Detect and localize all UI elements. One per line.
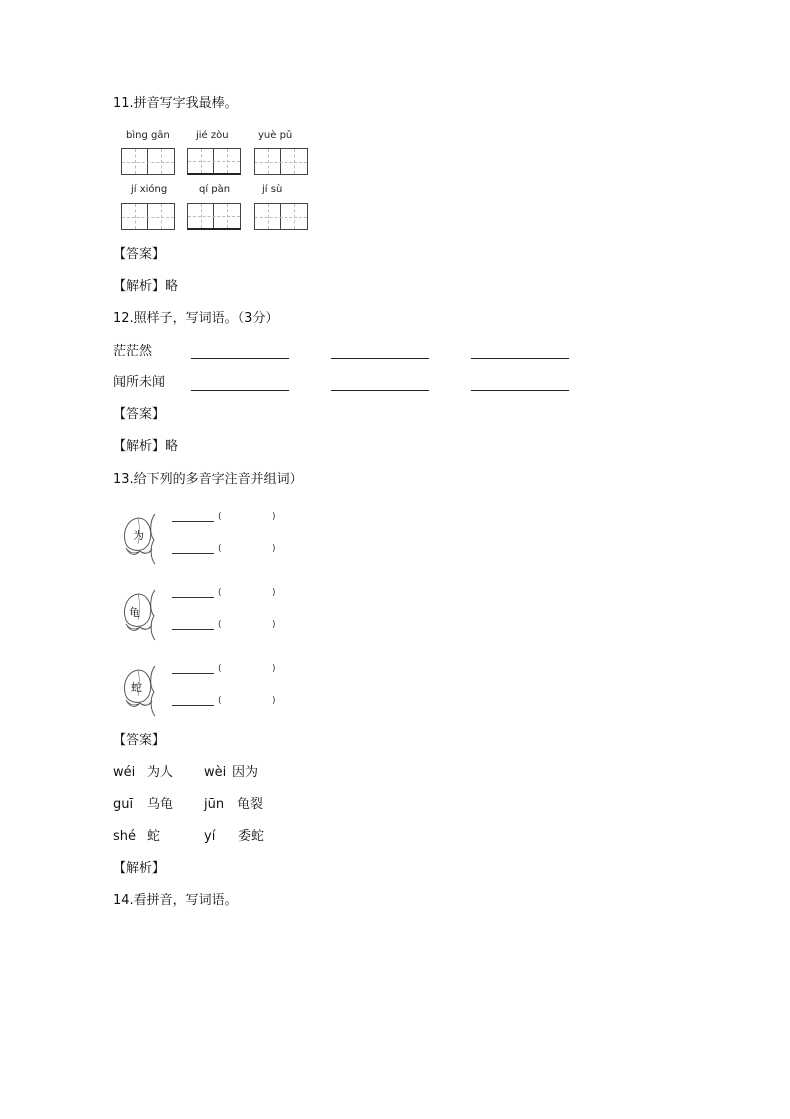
polyphone-char: 龟 [129, 606, 140, 619]
peach-icon [118, 662, 166, 718]
answer-pinyin: wèi [204, 765, 227, 780]
writing-box[interactable] [254, 148, 308, 175]
answer-label: 【答案】 [113, 733, 166, 748]
writing-box[interactable] [121, 203, 175, 230]
answer-pinyin: wéi [113, 765, 136, 780]
pinyin-label: qí pàn [199, 184, 231, 195]
paren-open: ( [218, 588, 222, 598]
answer-line[interactable] [172, 629, 214, 630]
pinyin-label: yuè pǔ [258, 130, 293, 141]
polyphone-char: 蛇 [131, 681, 142, 694]
analysis-label: 【解析】 [113, 861, 166, 876]
answer-line[interactable] [172, 521, 214, 522]
example-word: 茫茫然 [113, 344, 153, 359]
paren-open: ( [218, 512, 222, 522]
q11-title: 11.拼音写字我最棒。 [113, 96, 238, 111]
writing-box[interactable] [187, 148, 241, 175]
q13-title: 13.给下列的多音字注音并组词） [113, 472, 303, 487]
answer-word: 龟裂 [237, 797, 264, 812]
paren-close: ) [272, 696, 276, 706]
answer-line[interactable] [172, 705, 214, 706]
q14-title: 14.看拼音，写词语。 [113, 893, 238, 908]
analysis-label: 【解析】略 [113, 279, 179, 294]
paren-close: ) [272, 664, 276, 674]
answer-label: 【答案】 [113, 407, 166, 422]
answer-word: 因为 [232, 765, 259, 780]
answer-line[interactable] [172, 673, 214, 674]
polyphone-char: 为 [133, 529, 144, 542]
answer-line[interactable] [471, 358, 569, 359]
answer-word: 乌龟 [147, 797, 174, 812]
writing-box[interactable] [121, 148, 175, 175]
answer-line[interactable] [331, 390, 429, 391]
writing-box[interactable] [187, 203, 241, 230]
analysis-label: 【解析】略 [113, 439, 179, 454]
pinyin-label: jí xióng [131, 184, 168, 195]
answer-line[interactable] [331, 358, 429, 359]
paren-close: ) [272, 512, 276, 522]
paren-close: ) [272, 544, 276, 554]
answer-pinyin: shé [113, 829, 137, 844]
example-word: 闻所未闻 [113, 375, 166, 390]
answer-word: 蛇 [147, 829, 161, 844]
answer-line[interactable] [191, 390, 289, 391]
pinyin-label: jié zòu [196, 130, 229, 141]
answer-word: 为人 [147, 765, 174, 780]
answer-line[interactable] [172, 597, 214, 598]
answer-pinyin: guī [113, 797, 134, 812]
peach-icon [118, 586, 166, 642]
paren-open: ( [218, 544, 222, 554]
pinyin-label: jí sù [262, 184, 283, 195]
answer-line[interactable] [172, 553, 214, 554]
paren-open: ( [218, 620, 222, 630]
answer-line[interactable] [191, 358, 289, 359]
paren-close: ) [272, 588, 276, 598]
paren-close: ) [272, 620, 276, 630]
paren-open: ( [218, 664, 222, 674]
writing-box[interactable] [254, 203, 308, 230]
answer-word: 委蛇 [238, 829, 265, 844]
q12-title: 12.照样子，写词语。（3分） [113, 311, 279, 326]
answer-line[interactable] [471, 390, 569, 391]
answer-pinyin: yí [204, 829, 216, 844]
answer-label: 【答案】 [113, 247, 166, 262]
paren-open: ( [218, 696, 222, 706]
pinyin-label: bìng gān [126, 130, 170, 141]
answer-pinyin: jūn [204, 797, 225, 812]
